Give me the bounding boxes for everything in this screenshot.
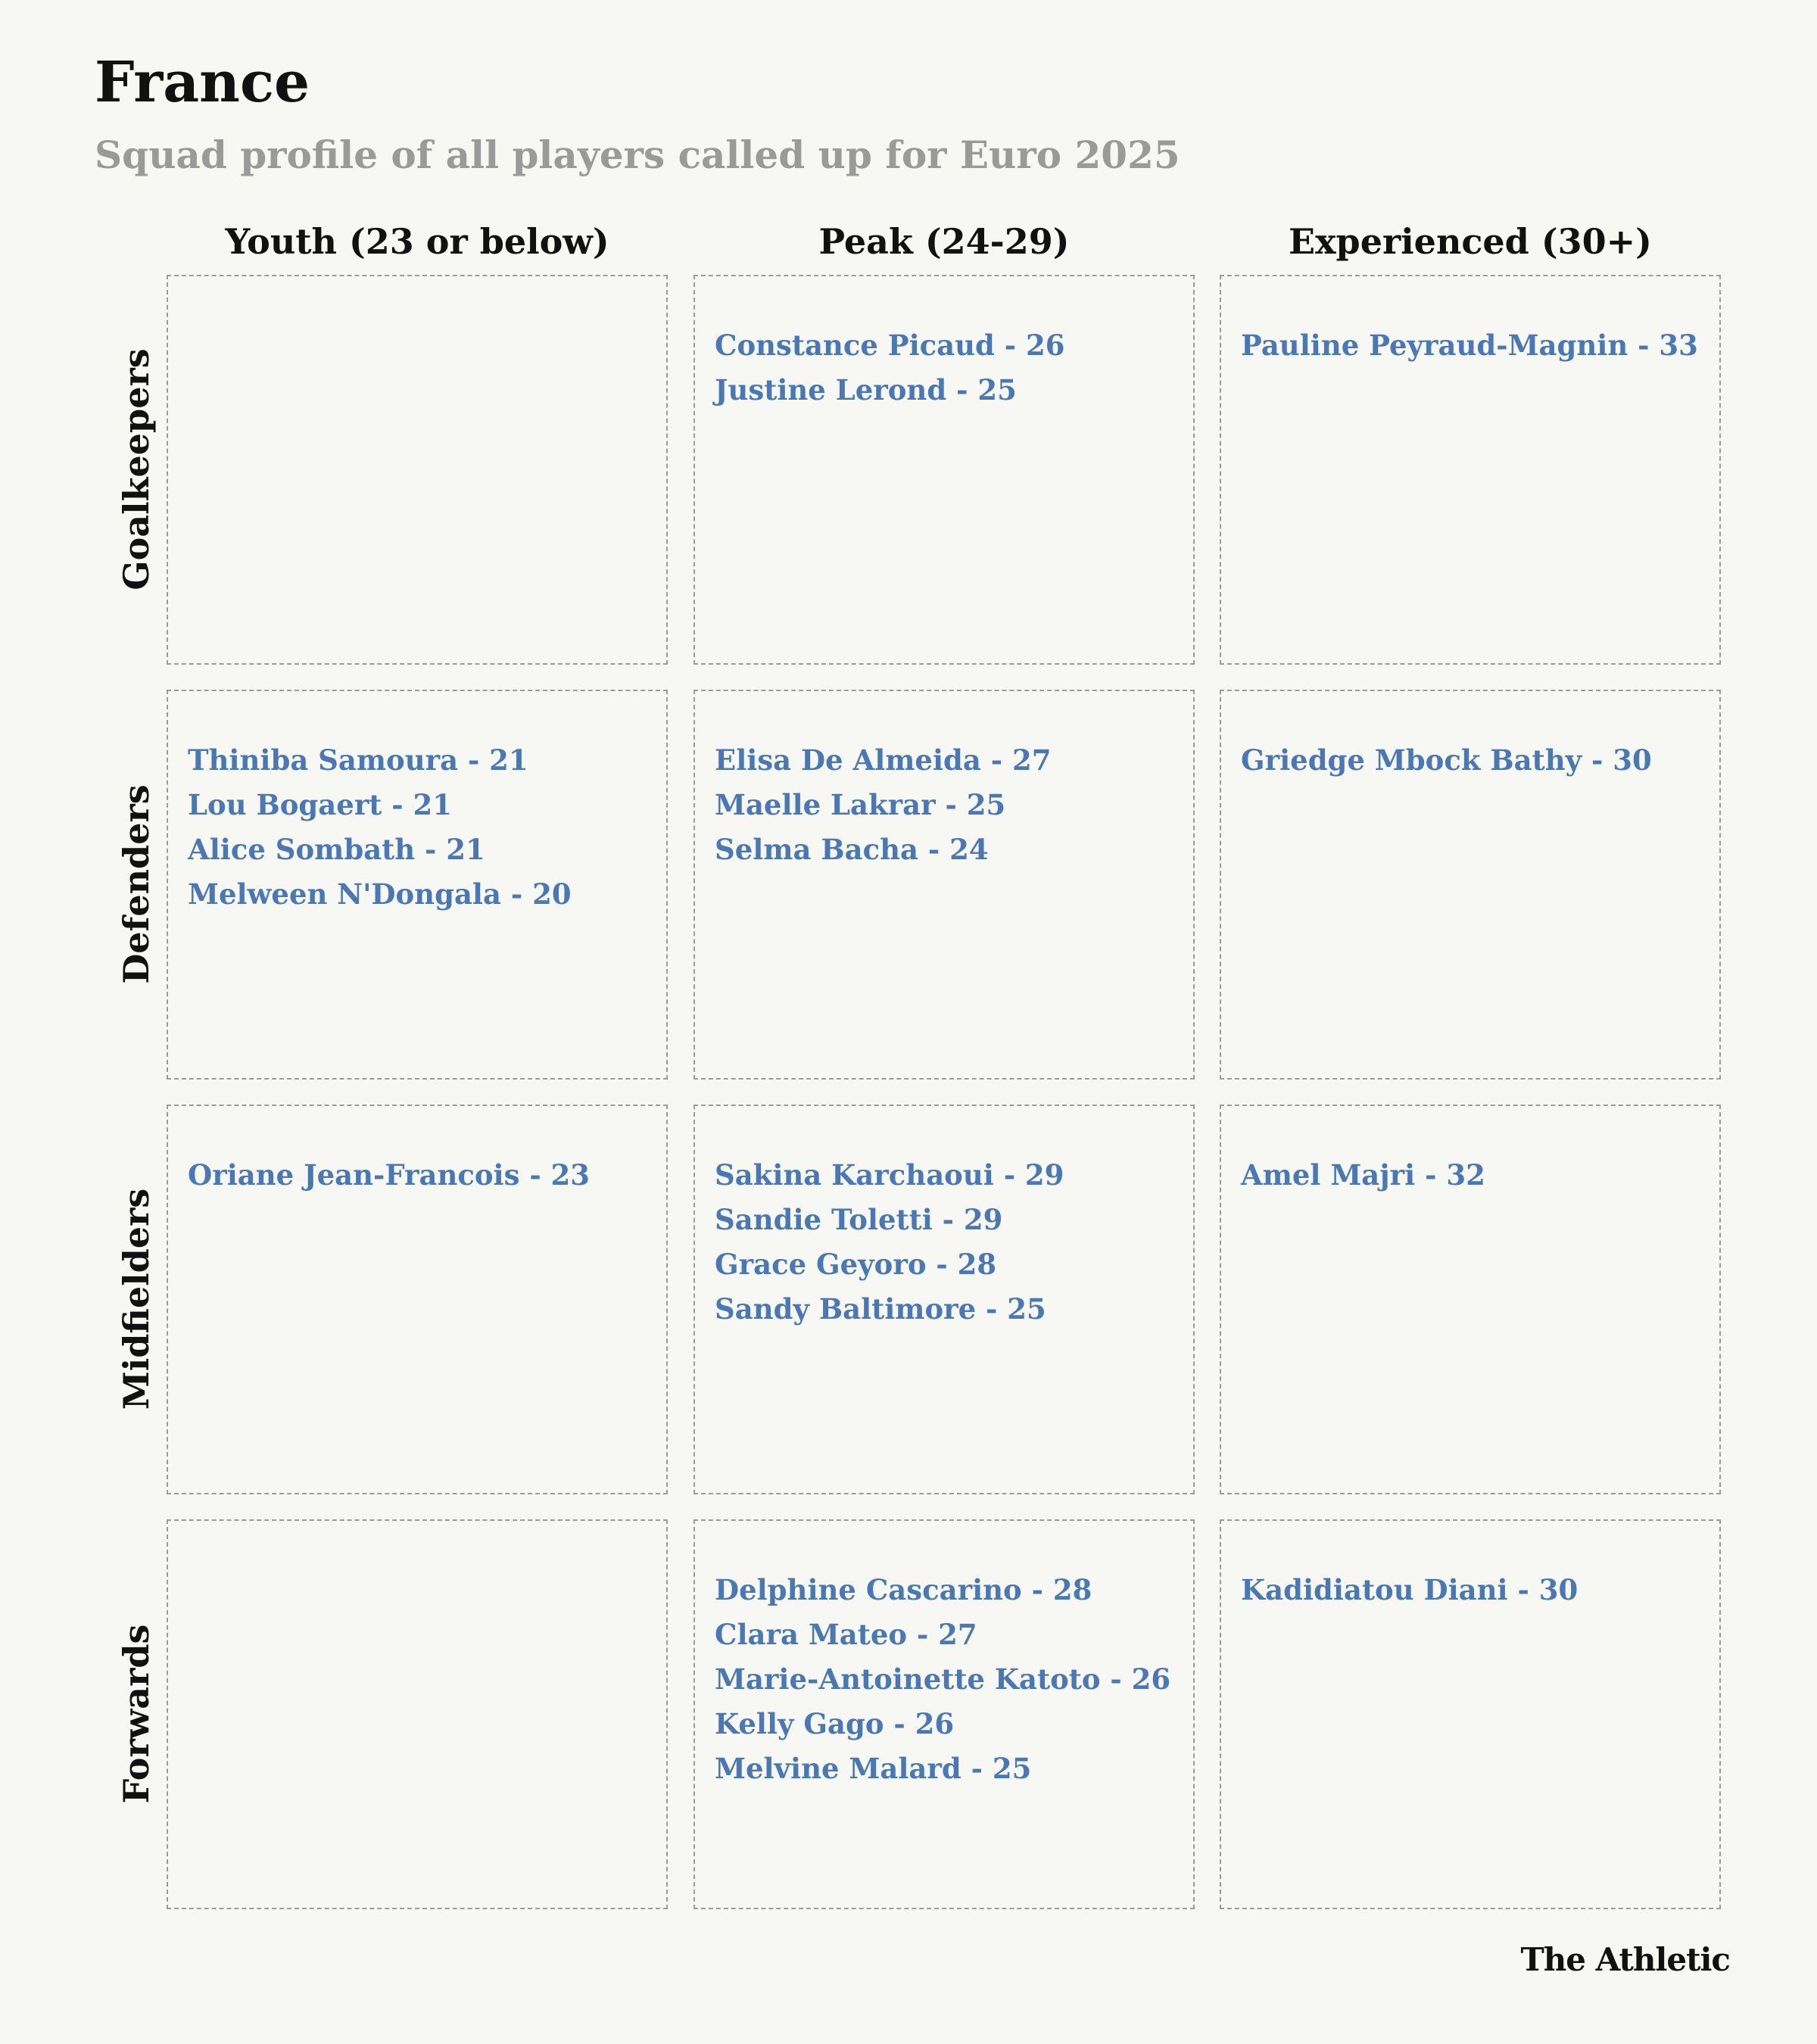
player-entry: Pauline Peyraud-Magnin - 33 (1241, 329, 1698, 362)
player-entry: Melvine Malard - 25 (715, 1752, 1032, 1785)
player-entry: Alice Sombath - 21 (188, 833, 485, 866)
player-entry: Sandy Baltimore - 25 (715, 1292, 1046, 1326)
cell-midfielders-peak (693, 1105, 1195, 1494)
player-entry: Kadidiatou Diani - 30 (1241, 1573, 1579, 1606)
page-title: France (95, 50, 310, 115)
row-label-forwards: Forwards (116, 1624, 157, 1804)
cell-defenders-youth (167, 690, 668, 1080)
player-entry: Delphine Cascarino - 28 (715, 1573, 1092, 1606)
player-entry: Justine Lerond - 25 (715, 373, 1017, 407)
player-entry: Lou Bogaert - 21 (188, 788, 453, 821)
player-entry: Melween N'Dongala - 20 (188, 877, 572, 911)
row-label-midfielders: Midfielders (116, 1188, 157, 1410)
column-header-peak: Peak (24-29) (818, 221, 1070, 262)
player-entry: Grace Geyoro - 28 (715, 1248, 997, 1281)
player-entry: Griedge Mbock Bathy - 30 (1241, 743, 1652, 777)
player-entry: Elisa De Almeida - 27 (715, 743, 1052, 777)
cell-defenders-experienced (1220, 690, 1721, 1080)
player-entry: Kelly Gago - 26 (715, 1707, 955, 1740)
player-entry: Constance Picaud - 26 (715, 329, 1065, 362)
cell-midfielders-youth (167, 1105, 668, 1494)
column-header-experienced: Experienced (30+) (1289, 221, 1652, 262)
cell-forwards-peak (693, 1519, 1195, 1909)
column-header-youth: Youth (23 or below) (225, 221, 609, 262)
cell-goalkeepers-youth (167, 275, 668, 665)
cell-forwards-experienced (1220, 1519, 1721, 1909)
page-subtitle: Squad profile of all players called up for Euro 2025 (95, 132, 1180, 177)
player-entry: Sakina Karchaoui - 29 (715, 1158, 1064, 1192)
cell-forwards-youth (167, 1519, 668, 1909)
player-entry: Marie-Antoinette Katoto - 26 (715, 1662, 1171, 1696)
player-entry: Selma Bacha - 24 (715, 833, 989, 866)
row-label-defenders: Defenders (116, 784, 157, 984)
player-entry: Clara Mateo - 27 (715, 1618, 977, 1651)
player-entry: Maelle Lakrar - 25 (715, 788, 1006, 821)
player-entry: Oriane Jean-Francois - 23 (188, 1158, 591, 1192)
cell-defenders-peak (693, 690, 1195, 1080)
player-entry: Thiniba Samoura - 21 (188, 743, 528, 777)
cell-goalkeepers-peak (693, 275, 1195, 665)
the-athletic-logo: The Athletic (1520, 1941, 1730, 1978)
cell-goalkeepers-experienced (1220, 275, 1721, 665)
cell-midfielders-experienced (1220, 1105, 1721, 1494)
player-entry: Sandie Toletti - 29 (715, 1203, 1003, 1236)
player-entry: Amel Majri - 32 (1241, 1158, 1485, 1192)
row-label-goalkeepers: Goalkeepers (116, 348, 157, 590)
